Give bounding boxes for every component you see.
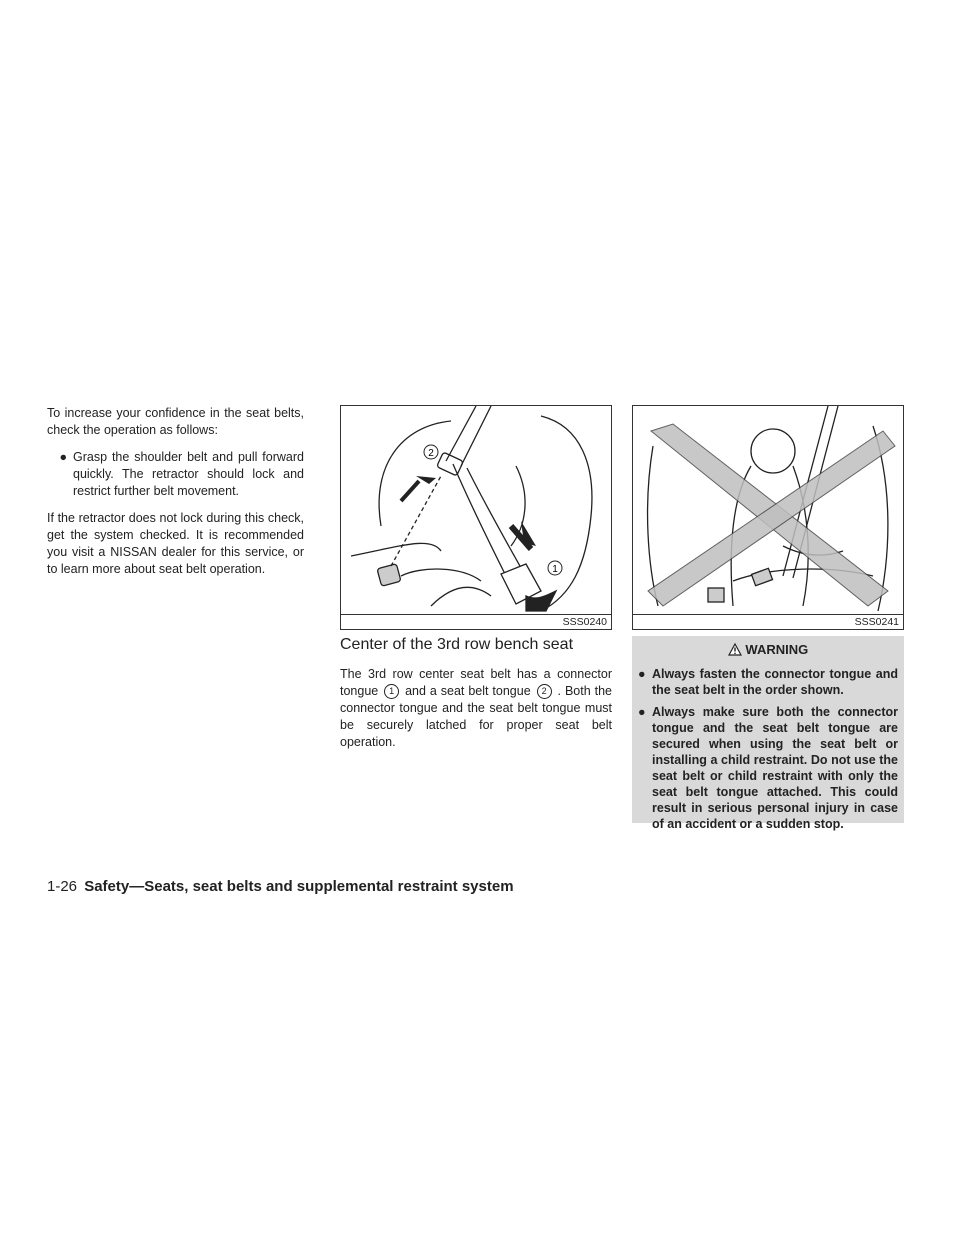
section-3rd-row-center bbox=[340, 636, 612, 751]
figure-seatbelt-tongues bbox=[340, 405, 612, 630]
warning-item: ● Always make sure both the connector tongue and the seat belt tongue are secured when using the seat belt or installing a child restraint. Do not use the seat belt or child restraint with only the seat belt tongue attached. This could result in serious personal injury in case of an accident or a sudden stop. bbox=[638, 705, 898, 831]
bullet-text: Grasp the shoulder belt and pull forward quickly. The retractor should lock and restrict further belt movement. bbox=[73, 450, 304, 498]
callout-2: 2 bbox=[537, 684, 552, 699]
incorrect-belt-illustration bbox=[633, 406, 903, 616]
figure-code: SSS0240 bbox=[341, 614, 611, 629]
section-title: Center of the 3rd row bench seat bbox=[340, 636, 574, 653]
figure-incorrect-usage bbox=[632, 405, 904, 630]
svg-text:2: 2 bbox=[428, 448, 434, 459]
bullet-dot: ● bbox=[59, 450, 67, 464]
warning-item: ● Always fasten the connector tongue and the seat belt in the order shown. bbox=[638, 667, 898, 697]
callout-1: 1 bbox=[384, 684, 399, 699]
figure-label-1 bbox=[548, 561, 562, 575]
section-paragraph: The 3rd row center seat belt has a connector tongue 1 and a seat belt tongue 2 . Both the connector tongue and the seat belt tongue must be securely latched for proper seat belt operation. bbox=[340, 667, 612, 749]
intro-bullet bbox=[47, 449, 304, 500]
figure-code: SSS0241 bbox=[633, 614, 903, 629]
intro-paragraph-2: If the retractor does not lock during this check, get the system checked. It is recommended you visit a NISSAN dealer for this service, or to learn more about seat belt operation. bbox=[47, 511, 304, 576]
intro-paragraph: To increase your confidence in the seat belts, check the operation as follows: bbox=[47, 406, 304, 437]
chapter-title: Safety—Seats, seat belts and supplemental restraint system bbox=[84, 878, 514, 895]
intro-column bbox=[47, 405, 304, 588]
page-number: 1-26 bbox=[47, 878, 78, 895]
figure-label-2 bbox=[424, 445, 438, 459]
warning-box bbox=[632, 636, 904, 831]
warning-title: WARNING bbox=[745, 642, 809, 657]
warning-triangle-icon bbox=[728, 643, 742, 656]
seatbelt-tongues-illustration bbox=[341, 406, 611, 616]
page-footer bbox=[47, 878, 514, 895]
warning-header bbox=[638, 640, 898, 660]
svg-text:1: 1 bbox=[552, 564, 558, 575]
